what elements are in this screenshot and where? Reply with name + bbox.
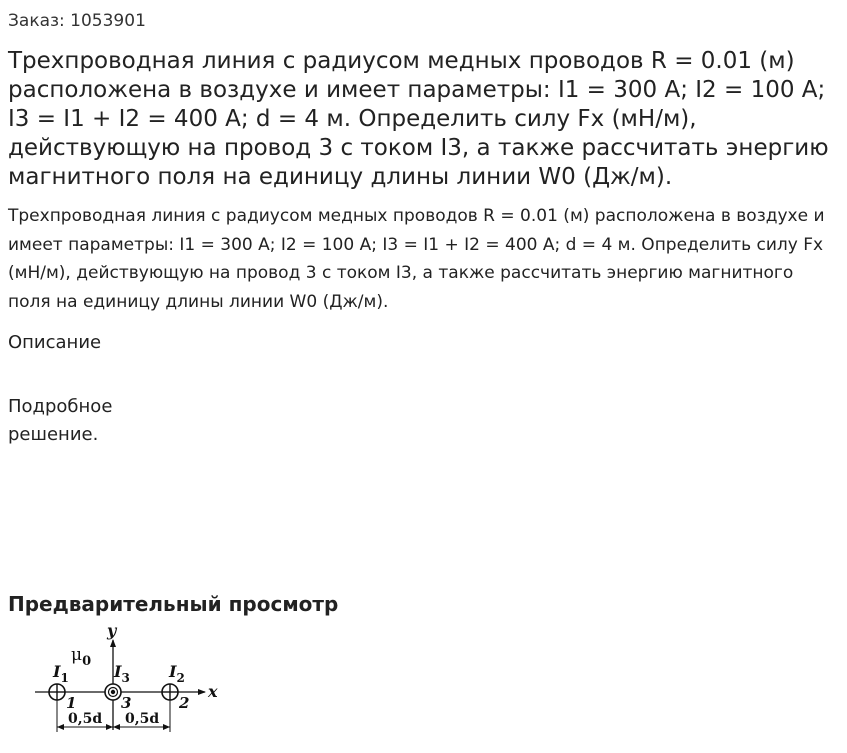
description-text: Подробное решение. <box>8 396 113 445</box>
wire-1-cross-icon <box>49 684 65 700</box>
dim-label-right: 0,5d <box>125 711 160 727</box>
x-axis-label: x <box>208 682 218 701</box>
wire-2-cross-icon <box>162 684 178 700</box>
current-3-label: $I_3$ <box>114 662 130 685</box>
wire-1-number: 1 <box>66 694 77 712</box>
wire-3-dot-icon <box>105 684 121 700</box>
order-number: Заказ: 1053901 <box>8 11 146 31</box>
wire-3-number: 3 <box>121 694 132 712</box>
y-axis-label: y <box>107 621 117 640</box>
mu-label: $\mu_0$ <box>71 645 92 669</box>
page-title: Трехпроводная линия с радиусом медных проводов R = 0.01 (м) расположена в воздухе и имеет параметры: I1 = 300 А; I2 = 100 А; I3 = I1 + I2 = 400 А; d = 4 м. Определить силу Fx (мН/м), действующую на провод 3 с током I3, а также рассчитать энергию магнитного поля на единицу длины линии W0 (Дж/м). <box>8 48 829 190</box>
preview-figure <box>30 620 230 745</box>
current-2-label: $I_2$ <box>169 662 185 685</box>
description-heading: Описание <box>8 332 102 353</box>
wire-diagram <box>30 620 230 745</box>
current-1-label: $I_1$ <box>53 662 69 685</box>
dim-label-left: 0,5d <box>68 711 103 727</box>
preview-heading: Предварительный просмотр <box>8 592 339 616</box>
problem-text: Трехпроводная линия с радиусом медных проводов R = 0.01 (м) расположена в воздухе и имеет параметры: I1 = 300 А; I2 = 100 А; I3 = I1 + I2 = 400 А; d = 4 м. Определить силу Fx (мН/м), действующую на провод 3 с током I3, а также рассчитать энергию магнитного поля на единицу длины линии W0 (Дж/м). <box>8 206 825 312</box>
wire-2-number: 2 <box>179 694 190 712</box>
